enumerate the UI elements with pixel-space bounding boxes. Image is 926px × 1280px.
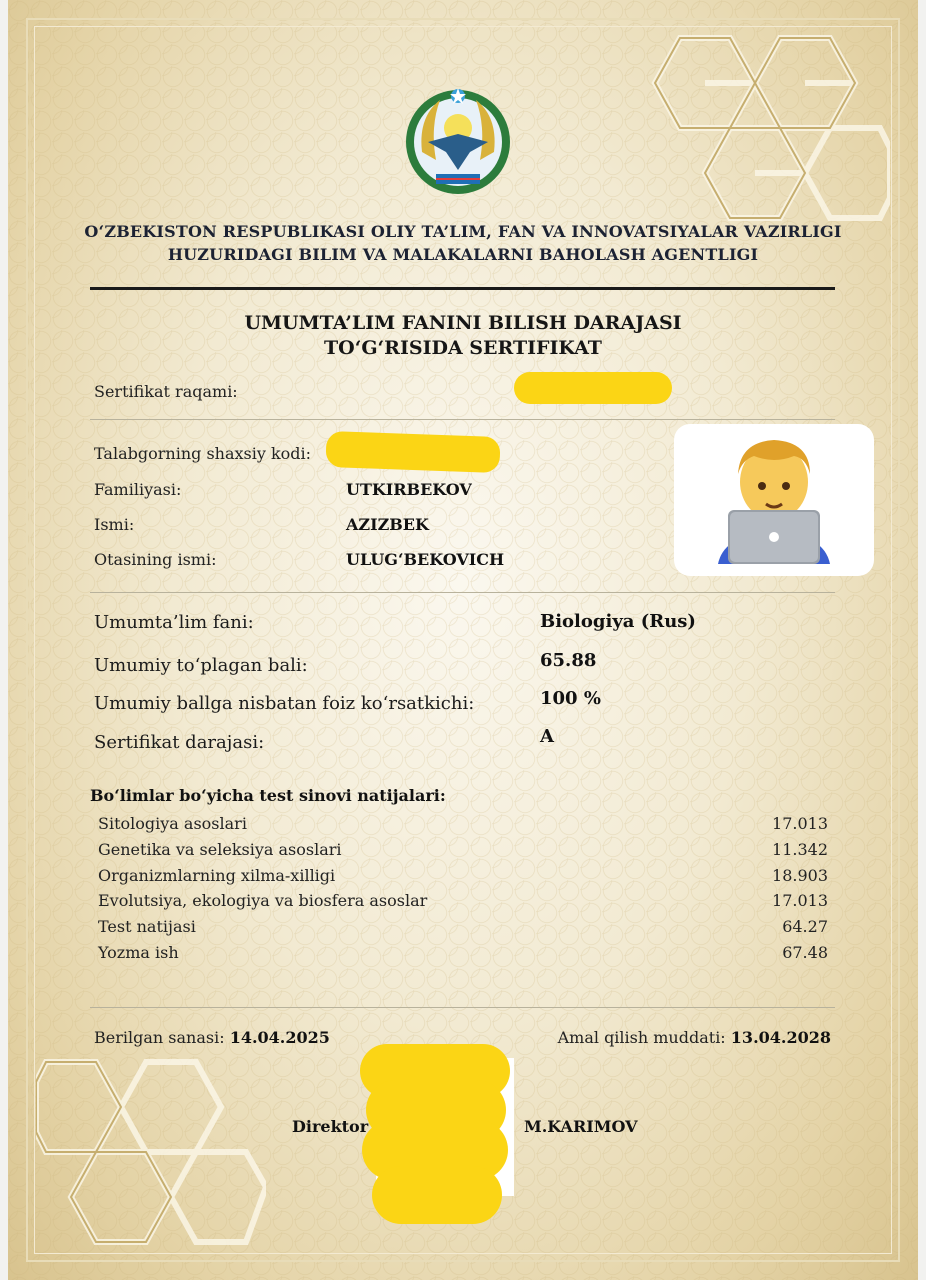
director-label: Direktor [292, 1117, 369, 1136]
level-value: A [540, 726, 554, 747]
row-name: Yozma ish [98, 942, 179, 962]
certificate-title-line-1: UMUMTA’LIM FANINI BILISH DARAJASI [244, 312, 682, 334]
man-technologist-icon [674, 424, 874, 576]
issued-label: Berilgan sanasi: [94, 1028, 225, 1047]
agency-line-2: HUZURIDAGI BILIM VA MALAKALARNI BAHOLASH AGENTLIGI [167, 245, 759, 264]
agency-line-1: O‘ZBEKISTON RESPUBLIKASI OLIY TA’LIM, FAN VA INNOVATSIYALAR VAZIRLIGI [84, 222, 842, 241]
table-row [98, 866, 828, 892]
subject-value: Biologiya (Rus) [540, 611, 696, 632]
row-name: Organizmlarning xilma-xilligi [98, 865, 336, 885]
row-name: Evolutsiya, ekologiya va biosfera asoslar [98, 891, 428, 911]
header-divider [90, 287, 835, 290]
photo-placeholder [674, 424, 874, 576]
issued-date [94, 1028, 330, 1047]
valid-label: Amal qilish muddati: [557, 1028, 726, 1047]
row-value: 11.342 [772, 839, 828, 859]
score-value: 65.88 [540, 650, 597, 671]
row-name: Test natijasi [98, 917, 196, 937]
row-name: Sitologiya asoslari [98, 814, 247, 833]
section-divider [90, 1007, 835, 1008]
state-emblem-icon [400, 82, 516, 198]
section-divider [90, 592, 835, 593]
row-value: 17.013 [772, 814, 828, 833]
table-row [98, 943, 828, 969]
table-row [98, 840, 828, 866]
name-label: Ismi: [94, 515, 135, 534]
level-label: Sertifikat darajasi: [94, 732, 265, 753]
row-value: 64.27 [782, 917, 828, 937]
valid-date-value: 13.04.2028 [730, 1028, 831, 1047]
surname-value: UTKIRBEKOV [346, 480, 472, 499]
row-name: Genetika va seleksiya asoslari [98, 839, 342, 859]
name-value: AZIZBEK [346, 515, 429, 534]
patronymic-value: ULUG‘BEKOVICH [346, 550, 505, 569]
surname-label: Familiyasi: [94, 480, 182, 499]
row-value: 67.48 [782, 942, 828, 962]
director-name: M.KARIMOV [524, 1117, 638, 1136]
percent-label: Umumiy ballga nisbatan foiz ko‘rsatkichi: [94, 693, 475, 714]
percent-value: 100 % [540, 688, 601, 709]
corner-ornament-icon [36, 1022, 266, 1252]
table-row [98, 917, 828, 943]
subject-label: Umumta’lim fani: [94, 612, 254, 633]
redaction-mark [372, 1166, 502, 1224]
table-row [98, 814, 828, 840]
patronymic-label: Otasining ismi: [94, 550, 217, 569]
table-row [98, 891, 828, 917]
redaction-mark [325, 431, 500, 473]
section-divider [90, 419, 835, 420]
score-label: Umumiy to‘plagan bali: [94, 655, 308, 676]
certificate-number-label: Sertifikat raqami: [94, 382, 238, 401]
valid-until [558, 1028, 831, 1047]
personal-code-label: Talabgorning shaxsiy kodi: [94, 444, 312, 463]
certificate-title-line-2: TO‘G‘RISIDA SERTIFIKAT [324, 337, 602, 359]
section-results-table [98, 814, 828, 969]
issued-date-value: 14.04.2025 [229, 1028, 330, 1047]
redaction-mark [514, 372, 672, 404]
row-value: 18.903 [772, 865, 828, 885]
row-value: 17.013 [772, 891, 828, 911]
sections-heading: Bo‘limlar bo‘yicha test sinovi natijalari: [90, 786, 446, 805]
